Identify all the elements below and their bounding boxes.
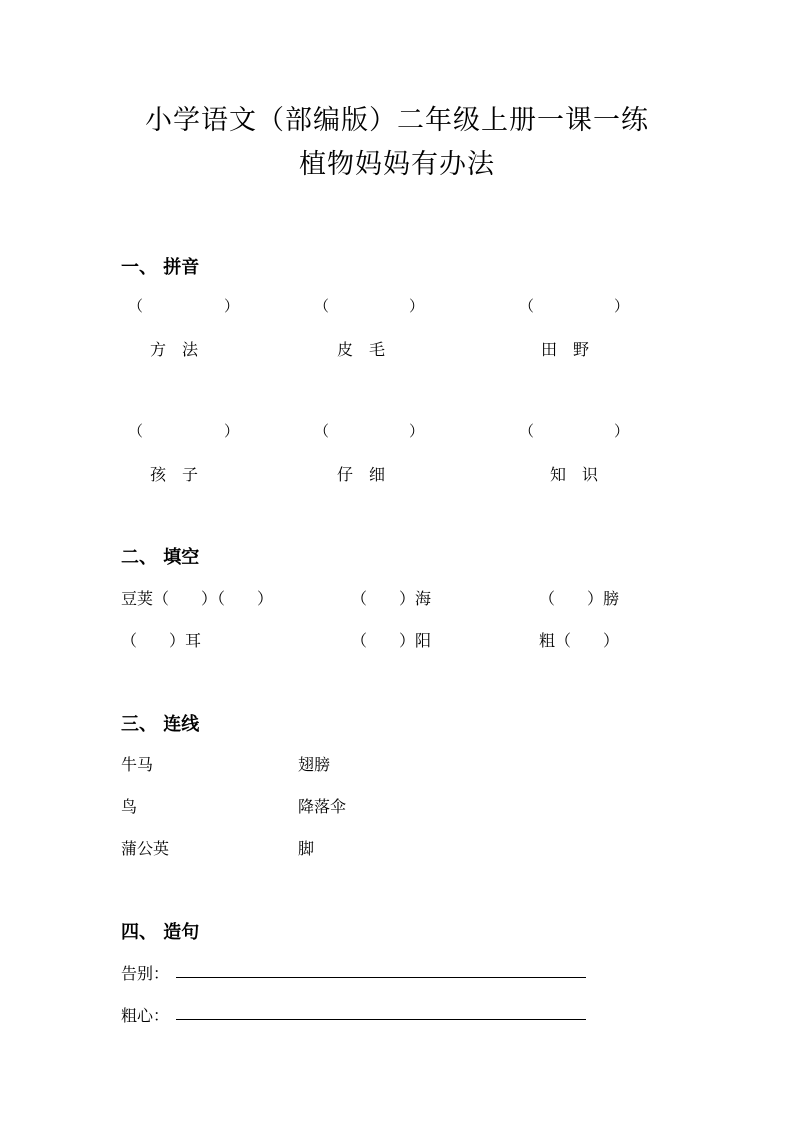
match-left-item: 牛马 [121,755,154,774]
pinyin-paren-close-1: ） [224,297,240,315]
section-heading-fill-blank: 二、 填空 [121,547,200,568]
section-heading-pinyin: 一、 拼音 [121,257,200,278]
pinyin-paren-close-2: ） [409,297,425,315]
pinyin-paren-open-2: （ [314,297,330,315]
fill-blank-item: （ ）膀 [539,589,620,608]
pinyin-word: 孩 子 [150,465,199,484]
fill-blank-item: 豆荚（ ）（ ） [121,589,274,608]
pinyin-word: 皮 毛 [337,340,386,359]
match-left-item: 鸟 [121,797,138,816]
pinyin-paren-close-5: ） [409,422,425,440]
fill-blank-item: （ ）海 [351,589,432,608]
page-title: 小学语文（部编版）二年级上册一课一练 [145,105,649,136]
pinyin-word: 方 法 [150,340,199,359]
pinyin-paren-close-6: ） [614,422,630,440]
pinyin-word: 仔 细 [337,465,386,484]
sentence-label: 告别： [121,964,170,983]
lesson-title: 植物妈妈有办法 [299,149,495,180]
pinyin-paren-open-5: （ [314,422,330,440]
sentence-answer-line[interactable] [176,1019,586,1020]
pinyin-word: 田 野 [541,340,590,359]
fill-blank-item: 粗（ ） [539,631,620,650]
pinyin-paren-open-6: （ [519,422,535,440]
fill-blank-item: （ ）阳 [351,631,432,650]
sentence-answer-line[interactable] [176,977,586,978]
pinyin-paren-close-3: ） [614,297,630,315]
section-heading-matching: 三、 连线 [121,714,200,735]
pinyin-paren-open-4: （ [128,422,144,440]
match-right-item: 脚 [298,839,315,858]
fill-blank-item: （ ）耳 [121,631,202,650]
pinyin-paren-open-3: （ [519,297,535,315]
pinyin-paren-open-1: （ [128,297,144,315]
section-heading-sentence: 四、 造句 [121,922,200,943]
pinyin-paren-close-4: ） [224,422,240,440]
sentence-label: 粗心： [121,1006,170,1025]
match-right-item: 降落伞 [298,797,347,816]
match-right-item: 翅膀 [298,755,331,774]
match-left-item: 蒲公英 [121,839,170,858]
pinyin-word: 知 识 [550,465,599,484]
